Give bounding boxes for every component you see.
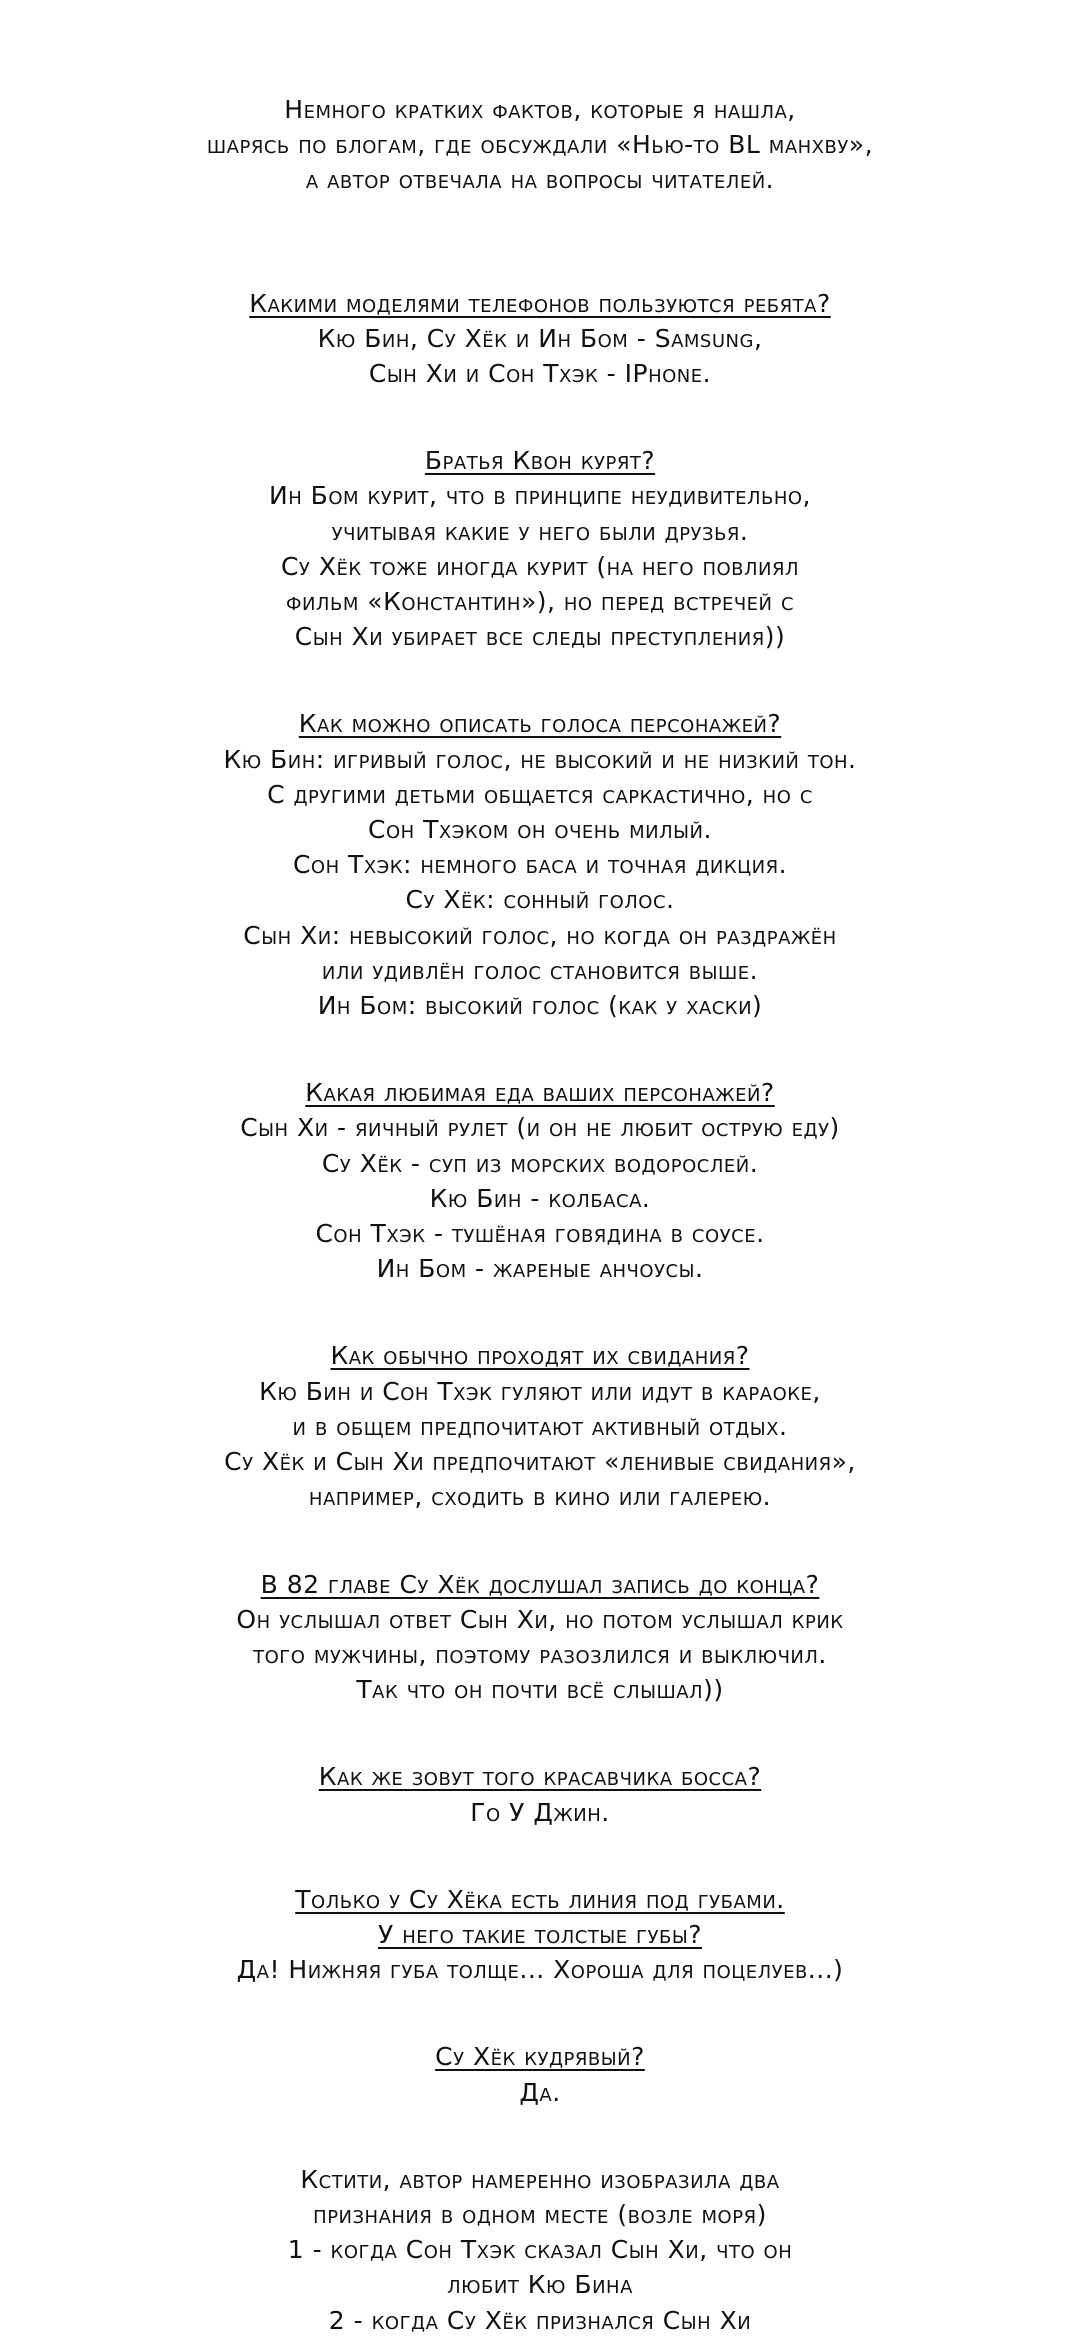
- answer-line: например, сходить в кино или галерею.: [308, 1482, 772, 1512]
- answer-line: Ин Бом курит, что в принципе неудивительно,: [269, 481, 811, 511]
- question-heading: Какая любимая еда ваших персонажей?: [305, 1078, 775, 1108]
- faq-voices: [0, 706, 1080, 1023]
- question-heading: У него такие толстые губы?: [378, 1919, 702, 1949]
- answer-line: Да.: [519, 2077, 561, 2107]
- answer-line: Сон Тхэк - тушёная говядина в соусе.: [315, 1219, 765, 1249]
- answer-line: Сон Тхэк: немного баса и точная дикция.: [292, 850, 788, 880]
- answer-line: Су Хёк и Сын Хи предпочитают «ленивые свидания»,: [224, 1447, 856, 1477]
- faq-lips: [0, 1882, 1080, 1988]
- note-line: любит Кю Бина: [447, 2270, 633, 2300]
- question-heading: Как обычно проходят их свидания?: [330, 1341, 750, 1371]
- faq-boss-name: [0, 1759, 1080, 1829]
- answer-line: Сын Хи: невысокий голос, но когда он раздражён: [243, 920, 837, 950]
- question-heading: Су Хёк кудрявый?: [435, 2042, 645, 2072]
- note-line: признания в одном месте (возле моря): [313, 2199, 767, 2229]
- answer-line: Сон Тхэком он очень милый.: [368, 815, 712, 845]
- question-heading: Как же зовут того красавчика босса?: [318, 1762, 762, 1792]
- answer-line: того мужчины, поэтому разозлился и выключил.: [253, 1639, 827, 1669]
- answer-line: Го У Джин.: [470, 1797, 610, 1827]
- intro-line: Немного кратких фактов, которые я нашла,: [284, 95, 796, 124]
- question-heading: Братья Квон курят?: [424, 446, 656, 476]
- answer-line: Сын Хи убирает все следы преступления)): [294, 622, 786, 652]
- answer-line: фильм «Константин»), но перед встречей с: [285, 587, 795, 617]
- answer-line: Су Хёк: сонный голос.: [405, 885, 675, 915]
- faq-curly-hair: [0, 2039, 1080, 2109]
- answer-line: Ин Бом: высокий голос (как у хаски): [317, 991, 763, 1021]
- intro-paragraph: [0, 92, 1080, 198]
- faq-smoking: [0, 443, 1080, 654]
- answer-line: Кю Бин, Су Хёк и Ин Бом - Samsung,: [317, 323, 763, 353]
- answer-line: Су Хёк - суп из морских водорослей.: [321, 1148, 759, 1178]
- faq-dates: [0, 1338, 1080, 1514]
- answer-line: Кю Бин - колбаса.: [429, 1183, 651, 1213]
- note-line: Кстити, автор намеренно изобразила два: [300, 2164, 780, 2194]
- note-line: 2 - когда Су Хёк признался Сын Хи: [328, 2305, 752, 2335]
- intro-line: а автор отвечала на вопросы читателей.: [305, 165, 775, 195]
- question-heading: Как можно описать голоса персонажей?: [298, 709, 782, 739]
- intro-line: шарясь по блогам, где обсуждали «Нью-то BL манхву»,: [206, 130, 874, 160]
- closing-note: [0, 2162, 1080, 2338]
- answer-line: Да! Нижняя губа толще... Хороша для поцелуев...): [236, 1955, 844, 1985]
- answer-line: Су Хёк тоже иногда курит (на него повлиял: [280, 551, 800, 581]
- answer-line: Ин Бом - жареные анчоусы.: [376, 1254, 704, 1284]
- question-heading: Какими моделями телефонов пользуются ребята?: [249, 288, 831, 318]
- answer-line: Кю Бин и Сон Тхэк гуляют или идут в караоке,: [259, 1376, 821, 1406]
- answer-line: Он услышал ответ Сын Хи, но потом услышал крик: [236, 1604, 844, 1634]
- answer-line: Так что он почти всё слышал)): [356, 1675, 724, 1705]
- question-heading: Только у Су Хёка есть линия под губами.: [295, 1884, 785, 1914]
- faq-chapter-82: [0, 1567, 1080, 1708]
- faq-phones: [0, 286, 1080, 392]
- answer-line: и в общем предпочитают активный отдых.: [292, 1411, 788, 1441]
- note-line: 1 - когда Сон Тхэк сказал Сын Хи, что он: [287, 2235, 793, 2265]
- answer-line: Сын Хи и Сон Тхэк - IPhone.: [368, 359, 712, 389]
- answer-line: учитывая какие у него были друзья.: [331, 516, 749, 546]
- answer-line: Сын Хи - яичный рулет (и он не любит острую еду): [240, 1113, 840, 1143]
- answer-line: или удивлён голос становится выше.: [321, 955, 759, 985]
- answer-line: Кю Бин: игривый голос, не высокий и не низкий тон.: [223, 744, 857, 774]
- answer-line: С другими детьми общается саркастично, но с: [267, 779, 813, 809]
- faq-food: [0, 1075, 1080, 1286]
- question-heading: В 82 главе Су Хёк дослушал запись до конца?: [260, 1569, 820, 1599]
